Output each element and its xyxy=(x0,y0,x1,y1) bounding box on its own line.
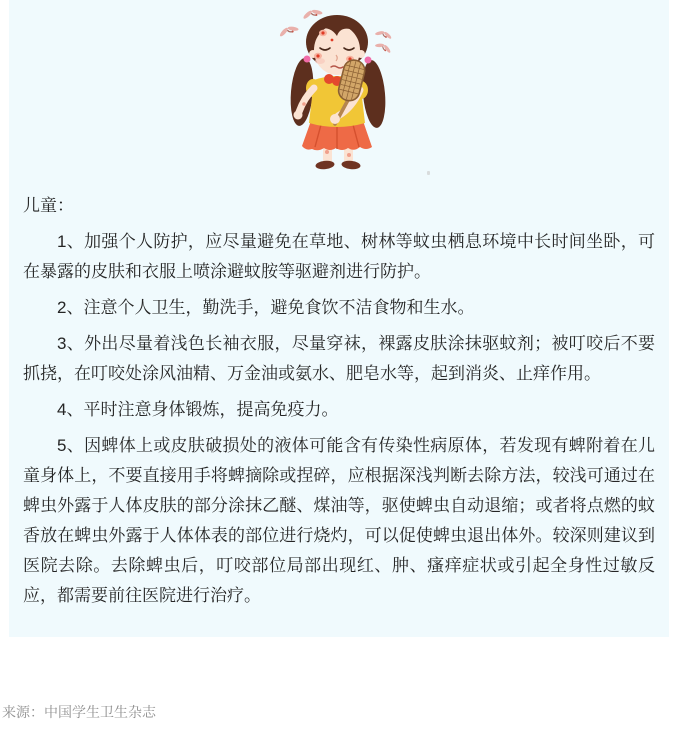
article-body xyxy=(9,191,669,611)
shoe-left xyxy=(315,160,335,170)
holding-hand xyxy=(330,114,340,124)
illustration-area xyxy=(9,0,669,180)
speck xyxy=(427,171,430,175)
mosquito-icon xyxy=(301,6,324,20)
hair-tie-left xyxy=(304,56,311,63)
tip-paragraph-3: 3、外出尽量着浅色长袖衣服，尽量穿袜，裸露皮肤涂抹驱蚊剂；被叮咬后不要抓挠，在叮咬处涂风油精、万金油或氨水、肥皂水等，起到消炎、止痒作用。 xyxy=(23,334,655,383)
tip-paragraph-4: 4、平时注意身体锻炼，提高免疫力。 xyxy=(57,400,339,419)
tip-paragraph-1: 1、加强个人防护，应尽量避免在草地、树林等蚊虫栖息环境中长时间坐卧，可在暴露的皮肤和衣服上喷涂避蚊胺等驱避剂进行防护。 xyxy=(23,232,655,281)
source-attribution: 来源：中国学生卫生杂志 xyxy=(2,704,156,720)
tip-paragraph-2: 2、注意个人卫生，勤洗手，避免食饮不洁食物和生水。 xyxy=(57,298,475,317)
mosquito-icon xyxy=(374,28,393,40)
content-panel xyxy=(9,0,669,637)
mosquito-icon xyxy=(374,40,394,54)
article-heading: 儿童： xyxy=(23,196,74,215)
shoe-right xyxy=(341,160,361,170)
tip-paragraph-5: 5、因蜱体上或皮肤破损处的液体可能含有传染性病原体，若发现有蜱附着在儿童身体上，不要直接用手将蜱摘除或捏碎，应根据深浅判断去除方法，较浅可通过在蜱虫外露于人体皮肤的部分涂抹乙醚、煤油等，驱使蜱虫自动退缩；或者将点燃的蚊香放在蜱虫外露于人体体表的部位进行烧灼，可以促使蜱虫退出体外。较深则建议到医院去除。去除蜱虫后，叮咬部位局部出现红、肿、瘙痒症状或引起全身性过敏反应，都需要前往医院进行治疗。 xyxy=(23,436,655,605)
mosquito-bite-girl-illustration xyxy=(260,2,440,182)
hair-tie-right xyxy=(365,57,372,64)
mosquito-icon xyxy=(277,23,300,38)
